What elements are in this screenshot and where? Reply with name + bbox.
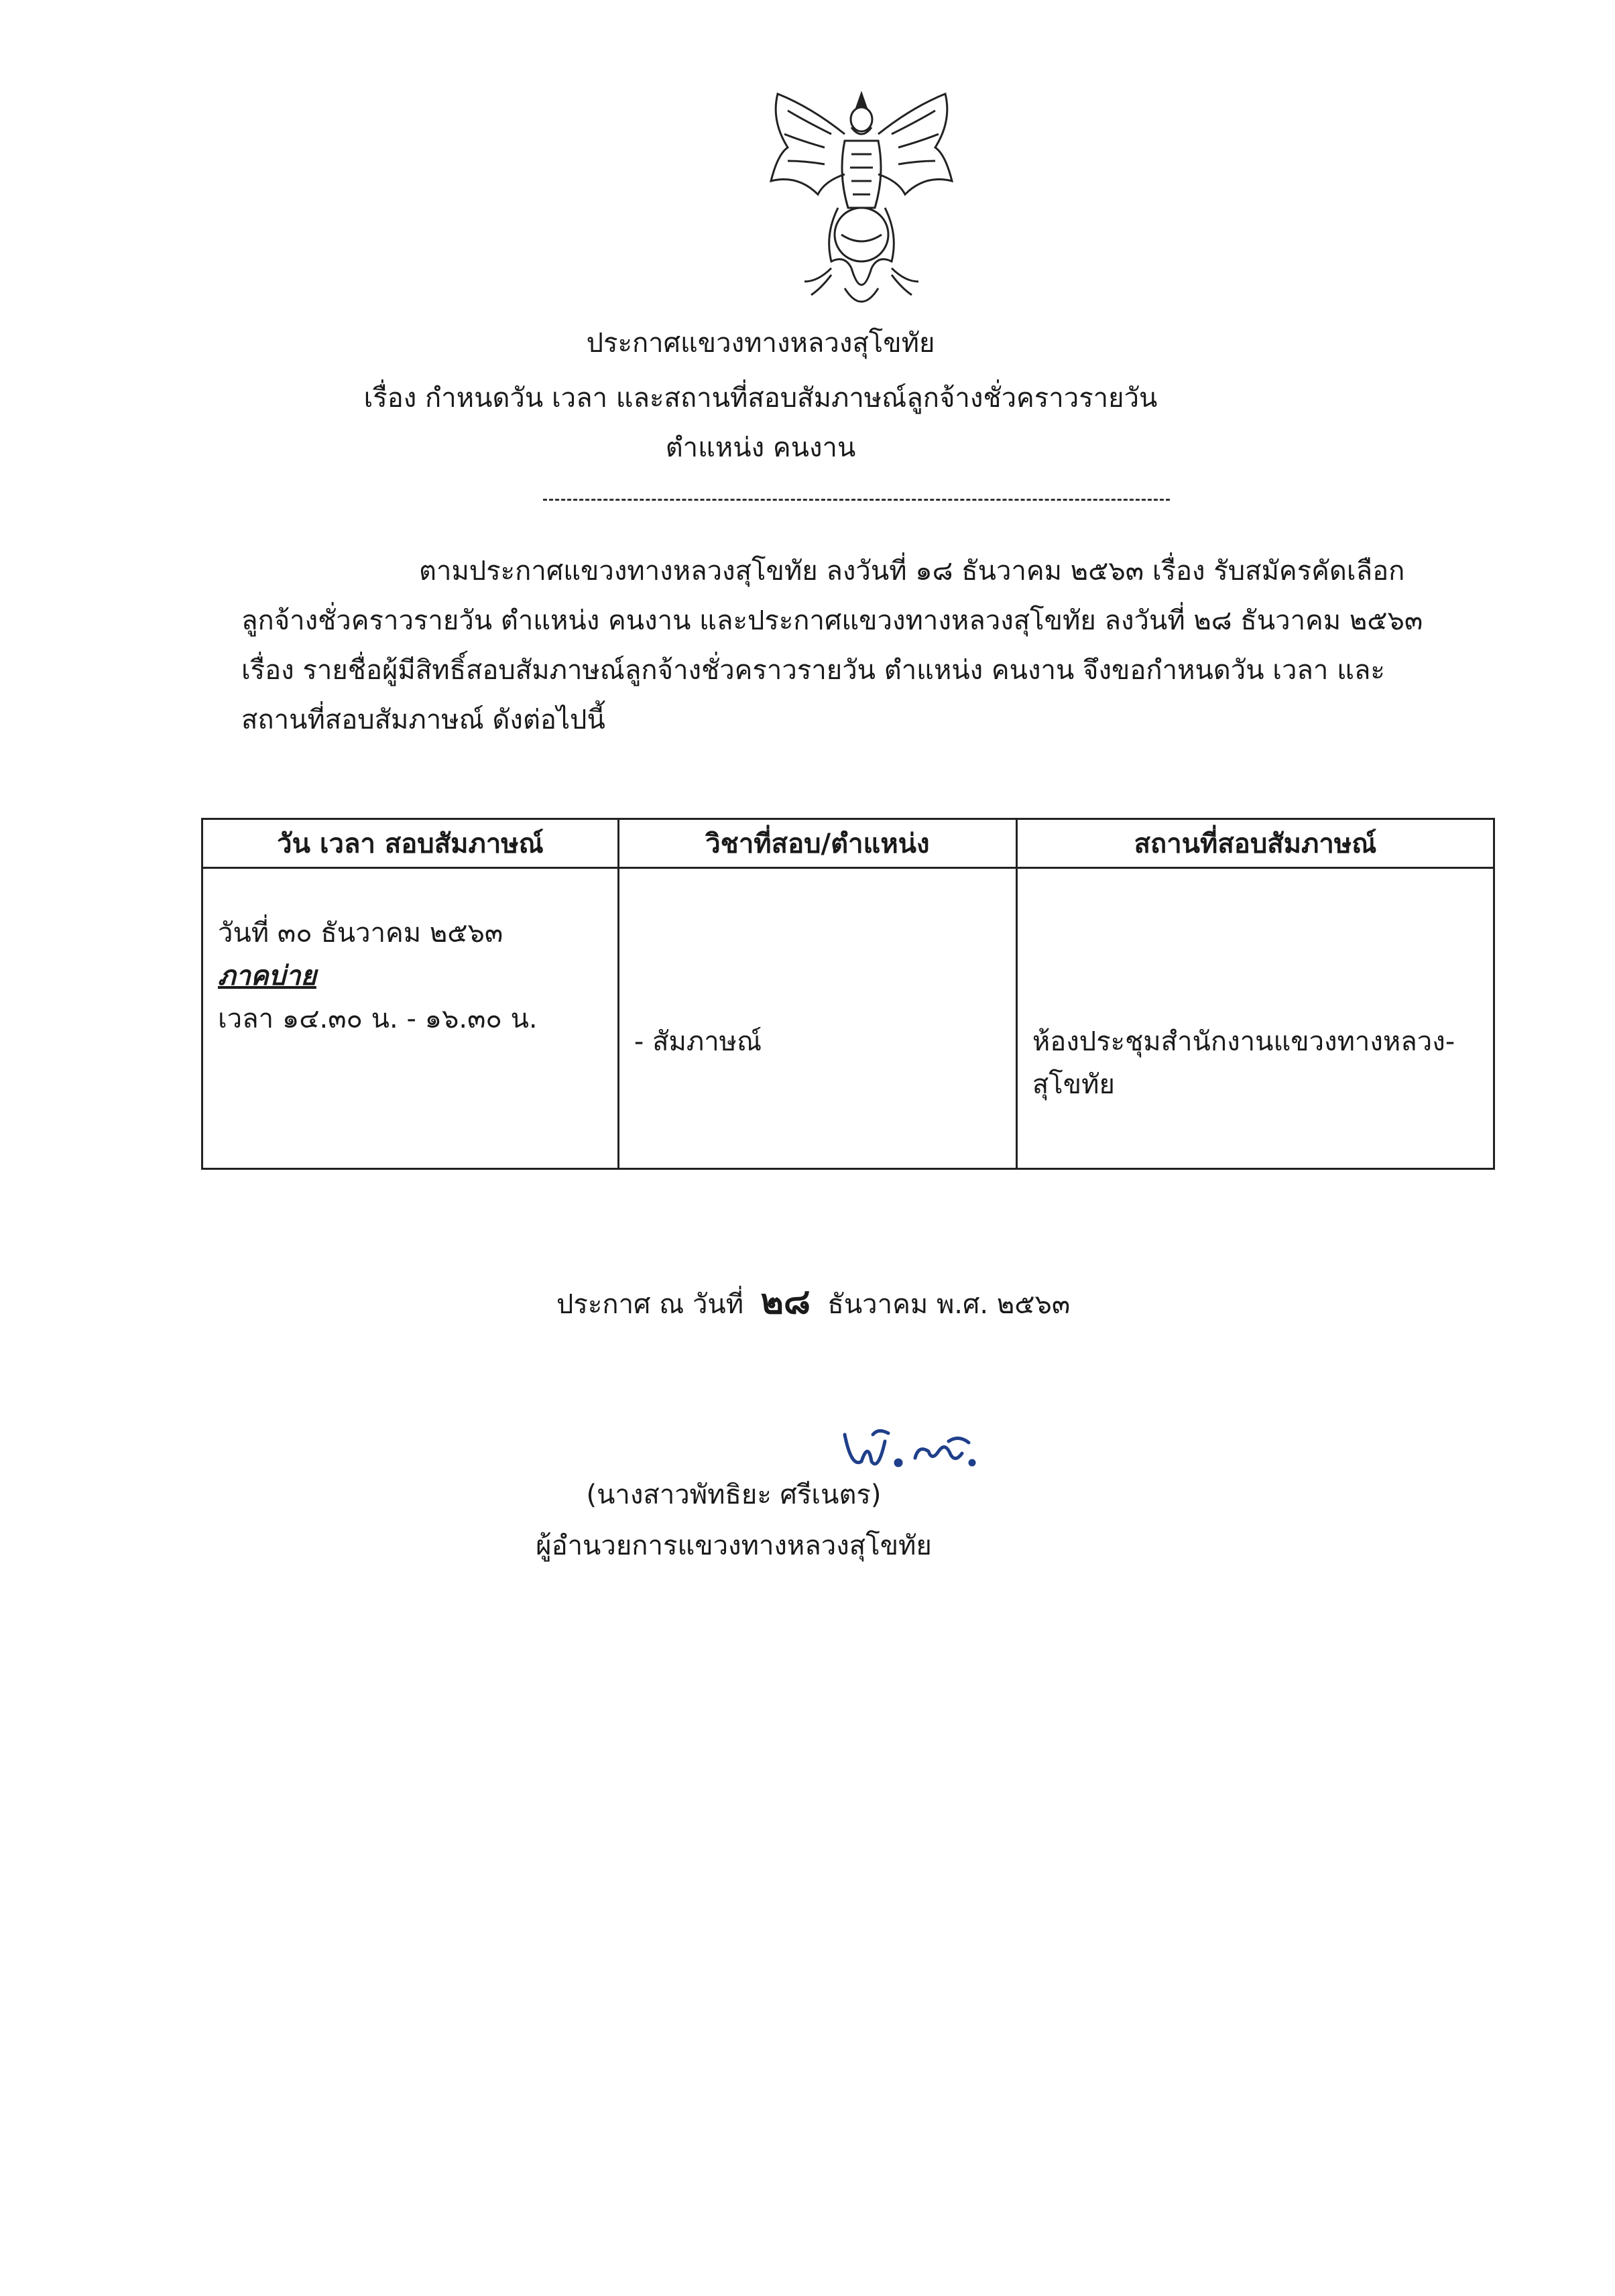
body-line-1: ตามประกาศแขวงทางหลวงสุโขทัย ลงวันที่ ๑๘ ธันวาคม ๒๕๖๓ เรื่อง รับสมัครคัดเลือก: [419, 556, 1405, 587]
document-position: ตำแหน่ง คนงาน: [665, 432, 856, 463]
cell-date-time: [202, 868, 619, 1169]
interview-place-line-1: ห้องประชุมสำนักงานแขวงทางหลวง-: [1032, 1026, 1455, 1057]
header-place: สถานที่สอบสัมภาษณ์: [1016, 819, 1494, 868]
document-subject: เรื่อง กำหนดวัน เวลา และสถานที่สอบสัมภาษณ์ลูกจ้างชั่วคราวรายวัน: [363, 383, 1158, 414]
interview-place-line-2: สุโขทัย: [1032, 1069, 1115, 1100]
body-line-3: เรื่อง รายชื่อผู้มีสิทธิ์สอบสัมภาษณ์ลูกจ้างชั่วคราวรายวัน ตำแหน่ง คนงาน จึงขอกำหนดวัน เวลา และ: [241, 655, 1385, 686]
signer-name: (นางสาวพัทธิยะ ศรีเนตร): [586, 1479, 882, 1510]
document-title: ประกาศแขวงทางหลวงสุโขทัย: [586, 328, 935, 359]
header-date-time: วัน เวลา สอบสัมภาษณ์: [202, 819, 619, 868]
interview-shift: ภาคบ่าย: [218, 961, 316, 991]
dashed-divider: [543, 499, 1170, 501]
interview-subject: - สัมภาษณ์: [634, 1026, 762, 1057]
schedule-table: [201, 818, 1495, 1170]
body-line-2: ลูกจ้างชั่วคราวรายวัน ตำแหน่ง คนงาน และประกาศแขวงทางหลวงสุโขทัย ลงวันที่ ๒๘ ธันวาคม ๒๕๖๓: [241, 605, 1423, 636]
announcement-day: ๒๘: [760, 1282, 811, 1322]
signer-title: ผู้อำนวยการแขวงทางหลวงสุโขทัย: [536, 1530, 932, 1561]
cell-place: [1016, 868, 1494, 1169]
announcement-month-year: ธันวาคม พ.ศ. ๒๕๖๓: [827, 1289, 1071, 1320]
handwritten-signature-icon: [831, 1414, 992, 1482]
garuda-emblem-icon: [751, 80, 972, 322]
header-subject: วิชาที่สอบ/ตำแหน่ง: [618, 819, 1016, 868]
body-line-4: สถานที่สอบสัมภาษณ์ ดังต่อไปนี้: [241, 705, 605, 735]
interview-time: เวลา ๑๔.๓๐ น. - ๑๖.๓๐ น.: [218, 1004, 538, 1034]
table-row: [202, 868, 1494, 1169]
announcement-prefix: ประกาศ ณ วันที่: [556, 1289, 744, 1320]
interview-date: วันที่ ๓๐ ธันวาคม ๒๕๖๓: [218, 918, 503, 949]
announcement-date: [556, 1282, 1070, 1325]
cell-subject: [618, 868, 1016, 1169]
table-header-row: [202, 819, 1494, 868]
